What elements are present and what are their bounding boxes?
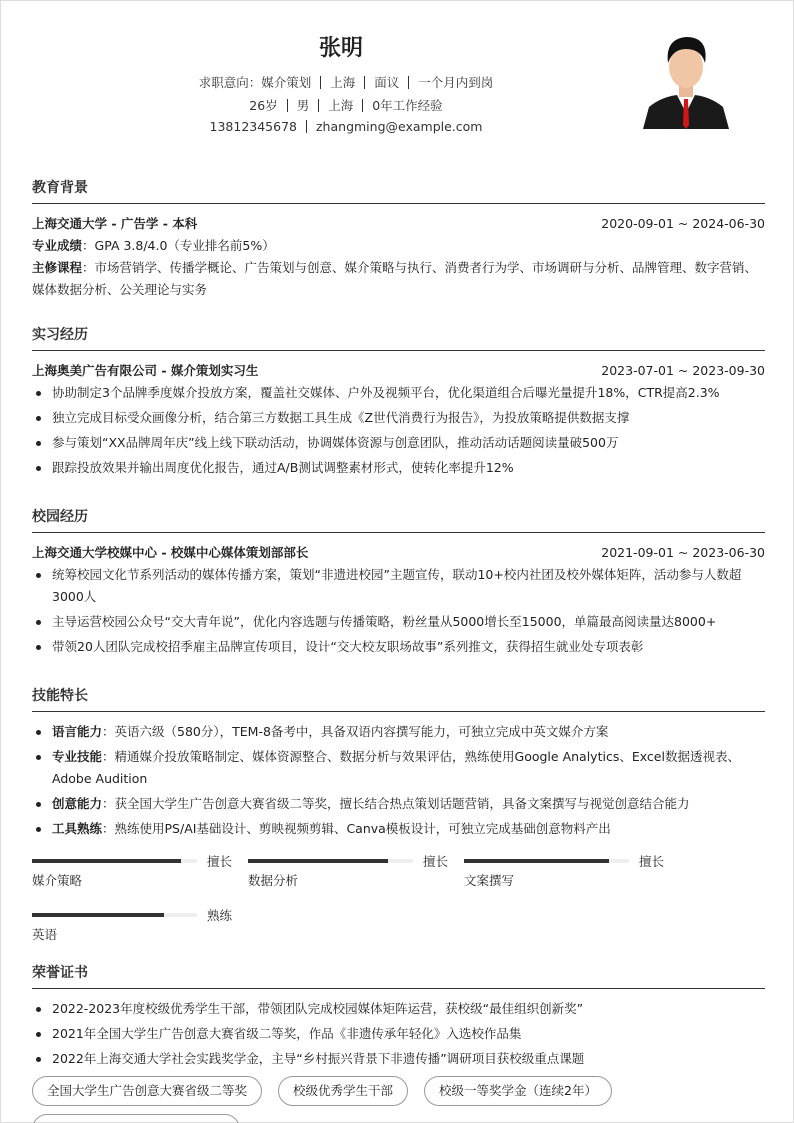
honor-tag: 校级优秀学生干部 xyxy=(278,1076,408,1106)
list-item: 带领20人团队完成校招季雇主品牌宣传项目，设计“交大校友职场故事”系列推文，获得招生就业处专项表彰 xyxy=(32,636,765,658)
skill-progress-bar xyxy=(32,913,197,917)
skill-level: 擅长 xyxy=(639,854,665,869)
skill-level: 擅长 xyxy=(423,854,449,869)
resume-header xyxy=(1,1,793,161)
date-range: 2020-09-01 ~ 2024-06-30 xyxy=(601,216,765,231)
age: 26岁 xyxy=(249,98,278,113)
gender: 男 xyxy=(296,98,310,113)
avatar-photo xyxy=(641,29,731,129)
skill-item xyxy=(32,721,765,743)
section-title: 技能特长 xyxy=(32,685,765,712)
skill-bar-item xyxy=(248,852,464,892)
skill-progress-fill xyxy=(248,859,388,863)
skill-progress-fill xyxy=(32,913,164,917)
list-item: 跟踪投放效果并输出周度优化报告，通过A/B测试调整素材形式，使转化率提升12% xyxy=(32,457,765,479)
intent-city: 上海 xyxy=(330,75,356,90)
city: 上海 xyxy=(328,98,354,113)
section-title: 校园经历 xyxy=(32,506,765,533)
skill-bar-item xyxy=(32,852,248,892)
skill-name: 文案撰写 xyxy=(464,873,515,888)
education-section xyxy=(32,177,765,301)
skill-item xyxy=(32,793,765,815)
section-title: 实习经历 xyxy=(32,324,765,351)
intent-salary: 面议 xyxy=(374,75,400,90)
skill-progress-bar xyxy=(464,859,629,863)
skill-name: 英语 xyxy=(32,927,58,942)
organization: 上海交通大学校媒中心 - 校媒中心媒体策划部部长 xyxy=(32,545,309,560)
skill-level: 擅长 xyxy=(207,854,233,869)
skill-label: 创意能力 xyxy=(52,796,103,811)
skill-text: ：获全国大学生广告创意大赛省级二等奖，擅长结合热点策划话题营销，具备文案撰写与视觉创意结合能力 xyxy=(102,796,690,811)
list-item: 独立完成目标受众画像分析，结合第三方数据工具生成《Z世代消费行为报告》，为投放策略提供数据支撑 xyxy=(32,407,765,429)
honor-tag: 校级一等奖学金（连续2年） xyxy=(424,1076,612,1106)
honors-section xyxy=(32,962,765,1123)
skill-text: ：熟练使用PS/AI基础设计、剪映视频剪辑、Canva模板设计，可独立完成基础创意物料产出 xyxy=(102,821,611,836)
list-item: 主导运营校园公众号“交大青年说”，优化内容选题与传播策略，粉丝量从5000增长至15000，单篇最高阅读量达8000+ xyxy=(32,611,765,633)
candidate-name: 张明 xyxy=(318,36,363,61)
skill-bar-item xyxy=(464,852,680,892)
date-range: 2021-09-01 ~ 2023-06-30 xyxy=(601,545,765,560)
list-item: 参与策划“XX品牌周年庆”线上线下联动活动，协调媒体资源与创意团队，推动活动话题阅读量破500万 xyxy=(32,432,765,454)
company: 上海奥美广告有限公司 - 媒介策划实习生 xyxy=(32,363,259,378)
internship-section xyxy=(32,324,765,482)
skill-name: 媒介策略 xyxy=(32,873,83,888)
courses-label: 主修课程 xyxy=(32,260,83,275)
courses: ：市场营销学、传播学概论、广告策划与创意、媒介策略与执行、消费者行为学、市场调研与分析、品牌管理、数字营销、媒体数据分析、公关理论与实务 xyxy=(32,260,758,297)
skill-progress-bar xyxy=(32,859,197,863)
skill-progress-fill xyxy=(464,859,609,863)
email: zhangming@example.com xyxy=(316,119,483,134)
phone: 13812345678 xyxy=(209,119,297,134)
skill-level: 熟练 xyxy=(207,908,233,923)
gpa: ：GPA 3.8/4.0（专业排名前5%） xyxy=(82,238,275,253)
skill-label: 专业技能 xyxy=(52,749,103,764)
experience: 0年工作经验 xyxy=(372,98,443,113)
list-item: 协助制定3个品牌季度媒介投放方案，覆盖社交媒体、户外及视频平台，优化渠道组合后曝光量提升18%，CTR提高2.3% xyxy=(32,382,765,404)
skill-bar-item xyxy=(32,906,248,946)
honor-tag xyxy=(32,1114,240,1123)
skill-progress-fill xyxy=(32,859,181,863)
skill-item xyxy=(32,746,765,790)
campus-section xyxy=(32,506,765,661)
skill-text: ：英语六级（580分），TEM-8备考中，具备双语内容撰写能力，可独立完成中英文媒介方案 xyxy=(102,724,609,739)
list-item: 统筹校园文化节系列活动的媒体传播方案，策划“非遗进校园”主题宣传，联动10+校内社团及校外媒体矩阵，活动参与人数超3000人 xyxy=(32,564,765,608)
skill-text: ：精通媒介投放策略制定、媒体资源整合、数据分析与效果评估，熟练使用Google Analytics、Excel数据透视表、Adobe Audition xyxy=(52,749,740,786)
date-range: 2023-07-01 ~ 2023-09-30 xyxy=(601,363,765,378)
job-intent xyxy=(1,73,691,91)
skill-progress-bar xyxy=(248,859,413,863)
section-title: 荣誉证书 xyxy=(32,962,765,989)
skill-label: 语言能力 xyxy=(52,724,103,739)
honor-tag: 全国大学生广告创意大赛省级二等奖 xyxy=(32,1076,262,1106)
gpa-label: 专业成绩 xyxy=(32,238,83,253)
basic-info xyxy=(1,96,691,114)
contact-info xyxy=(1,119,691,134)
intent-position: 求职意向：媒介策划 xyxy=(198,75,312,90)
list-item: 2021年全国大学生广告创意大赛省级二等奖，作品《非遗传承年轻化》入选校作品集 xyxy=(32,1023,765,1045)
skills-section xyxy=(32,685,765,960)
list-item: 2022年上海交通大学社会实践奖学金，主导“乡村振兴背景下非遗传播”调研项目获校级重点课题 xyxy=(32,1048,765,1070)
skill-name: 数据分析 xyxy=(248,873,299,888)
skill-label: 工具熟练 xyxy=(52,821,103,836)
skill-item xyxy=(32,818,765,840)
intent-availability: 一个月内到岗 xyxy=(418,75,494,90)
school: 上海交通大学 - 广告学 - 本科 xyxy=(32,216,198,231)
list-item: 2022-2023年度校级优秀学生干部，带领团队完成校园媒体矩阵运营，获校级“最佳组织创新奖” xyxy=(32,998,765,1020)
section-title: 教育背景 xyxy=(32,177,765,204)
